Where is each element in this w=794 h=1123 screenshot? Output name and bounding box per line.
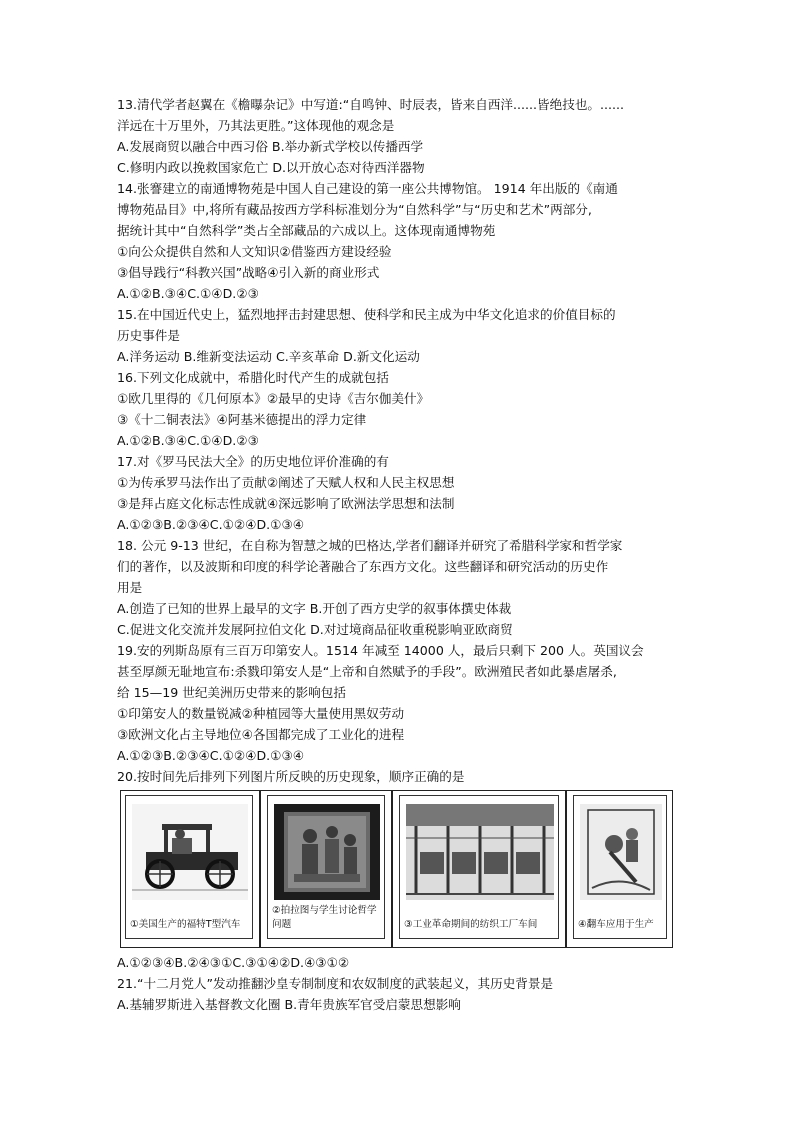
question-text-after-figure: [117, 952, 677, 1015]
figure-panel-3: [399, 795, 559, 939]
exam-page: [117, 94, 677, 1015]
ford-model-t-car-image: [132, 804, 248, 900]
text-line: 们的著作，以及波斯和印度的科学论著融合了东西方文化。这些翻译和研究活动的历史作: [117, 559, 609, 574]
panel-divider: [565, 791, 567, 947]
text-line: C.促进文化交流并发展阿拉伯文化 D.对过境商品征收重税影响亚欧商贸: [117, 622, 513, 637]
text-line: A.①②③④B.②④③①C.③①④②D.④③①②: [117, 955, 350, 970]
water-wheel-image: [580, 804, 662, 900]
panel-divider: [391, 791, 393, 947]
text-line: ①向公众提供自然和人文知识②借鉴西方建设经验: [117, 244, 392, 259]
figure-caption-2: ②拍拉图与学生讨论哲学问题: [272, 905, 377, 930]
text-line: 14.张謇建立的南通博物苑是中国人自己建设的第一座公共博物馆。 1914 年出版的《南通: [117, 181, 618, 196]
text-line: A.①②③B.②③④C.①②④D.①③④: [117, 517, 305, 532]
text-line: 洋远在十万里外，乃其法更胜。”这体现他的观念是: [117, 118, 395, 133]
text-line: A.①②B.③④C.①④D.②③: [117, 286, 259, 301]
text-line: ①为传承罗马法作出了贡献②阐述了天赋人权和人民主权思想: [117, 475, 455, 490]
text-line: A.基辅罗斯进入基督教文化圈 B.青年贵族军官受启蒙思想影响: [117, 997, 461, 1012]
text-line: ③《十二铜表法》④阿基米德提出的浮力定律: [117, 412, 367, 427]
text-line: A.①②B.③④C.①④D.②③: [117, 433, 259, 448]
text-line: 据统计其中“自然科学”类占全部藏品的六成以上。这体现南通博物苑: [117, 223, 496, 238]
text-line: A.发展商贸以融合中西习俗 B.举办新式学校以传播西学: [117, 139, 424, 154]
text-line: 给 15—19 世纪美洲历史带来的影响包括: [117, 685, 346, 700]
text-line: A.创造了已知的世界上最早的文字 B.开创了西方史学的叙事体撰史体裁: [117, 601, 512, 616]
text-line: ③欧洲文化占主导地位④各国都完成了工业化的进程: [117, 727, 405, 742]
figure-panel-1: [125, 795, 253, 939]
text-line: 17.对《罗马民法大全》的历史地位评价准确的有: [117, 454, 389, 469]
text-line: ①欧几里得的《几何原本》②最早的史诗《吉尔伽美什》: [117, 391, 430, 406]
text-line: 用是: [117, 580, 143, 595]
text-line: 历史事件是: [117, 328, 180, 343]
text-line: 16.下列文化成就中，希腊化时代产生的成就包括: [117, 370, 389, 385]
text-line: 博物苑品目》中,将所有藏品按西方学科标准划分为“自然科学”与“历史和艺术”两部分,: [117, 202, 592, 217]
question-text-block: [117, 94, 677, 787]
figure-caption-4: ④翻车应用于生产: [578, 919, 654, 930]
figure-caption-3: ③工业革命期间的纺织工厂车间: [404, 919, 538, 930]
text-line: A.洋务运动 B.维新变法运动 C.辛亥革命 D.新文化运动: [117, 349, 420, 364]
text-line: A.①②③B.②③④C.①②④D.①③④: [117, 748, 305, 763]
text-line: 18. 公元 9-13 世纪，在自称为智慧之城的巴格达,学者们翻译并研究了希腊科学家和哲学家: [117, 538, 623, 553]
text-line: ①印第安人的数量锐减②种植园等大量使用黑奴劳动: [117, 706, 405, 721]
textile-factory-image: [406, 804, 554, 900]
text-line: 20.按时间先后排列下列图片所反映的历史现象，顺序正确的是: [117, 769, 465, 784]
figure-panel-2: [267, 795, 385, 939]
text-line: ③倡导践行“科教兴国”战略④引入新的商业形式: [117, 265, 380, 280]
text-line: 15.在中国近代史上，猛烈地抨击封建思想、使科学和民主成为中华文化追求的价值目标的: [117, 307, 616, 322]
text-line: 19.安的列斯岛原有三百万印第安人。1514 年减至 14000 人，最后只剩下 200 人。英国议会: [117, 643, 644, 658]
question-20-figure-strip: [120, 790, 673, 948]
text-line: ③是拜占庭文化标志性成就④深远影响了欧洲法学思想和法制: [117, 496, 455, 511]
plato-painting-image: [274, 804, 380, 900]
text-line: 甚至厚颜无耻地宣布:杀戮印第安人是“上帝和自然赋予的手段”。欧洲殖民者如此暴虐屠杀,: [117, 664, 617, 679]
figure-caption-1: ①美国生产的福特T型汽车: [130, 919, 241, 930]
text-line: 13.清代学者赵翼在《檐曝杂记》中写道:“自鸣钟、时辰表，皆来自西洋......皆绝技也。......: [117, 97, 625, 112]
text-line: C.修明内政以挽救国家危亡 D.以开放心态对待西洋器物: [117, 160, 425, 175]
text-line: 21.“十二月党人”发动推翻沙皇专制制度和农奴制度的武装起义，其历史背景是: [117, 976, 554, 991]
figure-panel-4: [573, 795, 667, 939]
panel-divider: [259, 791, 261, 947]
